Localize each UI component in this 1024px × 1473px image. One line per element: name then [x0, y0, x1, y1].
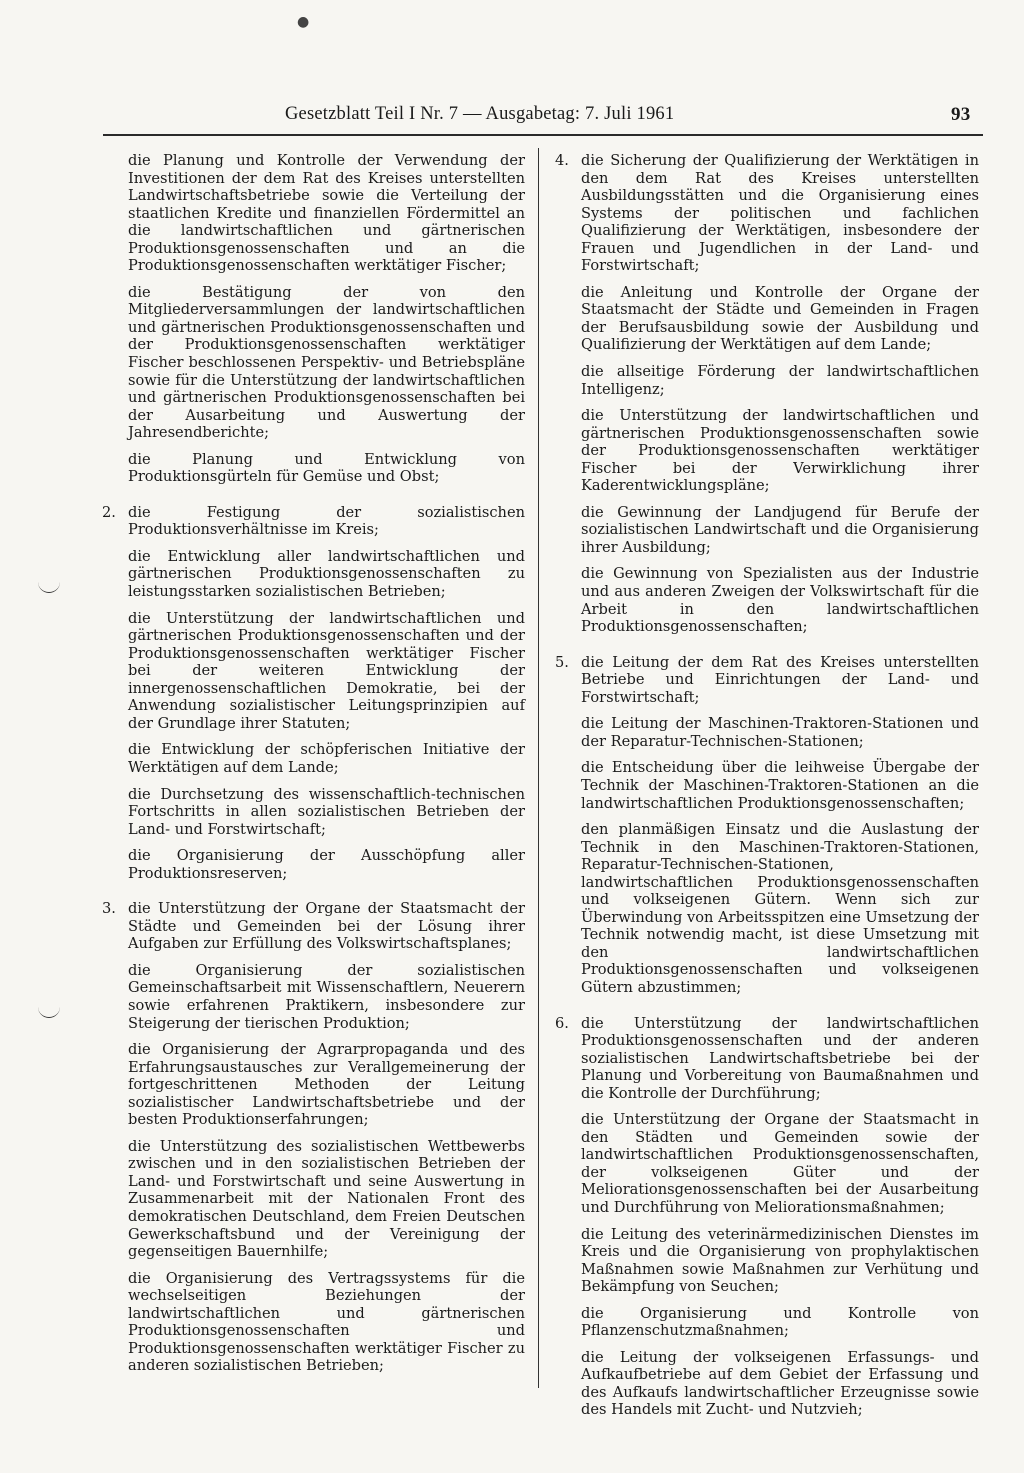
paragraph [102, 900, 525, 953]
paragraph-text: die Festigung der sozialistischen Produktionsverhältnisse im Kreis; [128, 503, 525, 539]
margin-pencil-mark [38, 578, 60, 593]
paragraph [555, 152, 979, 275]
paragraph: die Bestätigung der von den Mitgliederversammlungen der landwirtschaftlichen und gärtnerischen Produktionsgenossenschaften und der Produktionsgenossenschaften werktätiger Fischer beschlossenen Perspektiv- und Betriebspläne sowie für die Unterstützung der landwirtschaftlichen und gärtnerischen Produktionsgenossenschaften bei der Ausarbeitung und Auswertung der Jahresendberichte; [128, 283, 525, 442]
header-rule [103, 134, 983, 136]
paragraph: die Organisierung des Vertragssystems für die wechselseitigen Beziehungen der landwirtschaftlichen und gärtnerischen Produktionsgenossenschaften und Produktionsgenossenschaften werktätiger Fischer zu anderen sozialistischen Betrieben; [128, 1269, 525, 1375]
paragraph: die Unterstützung des sozialistischen Wettbewerbs zwischen und in den sozialistischen Betrieben der Land- und Forstwirtschaft und seine Auswertung in Zusammenarbeit mit der Nationalen Front des demokratischen Deutschland, dem Freien Deutschen Gewerkschaftsbund und der Vereinigung der gegenseitigen Bauernhilfe; [128, 1137, 525, 1261]
paragraph: die Leitung des veterinärmedizinischen Dienstes im Kreis und die Organisierung von prophylaktischen Maßnahmen sowie Maßnahmen zur Verhütung und Bekämpfung von Seuchen; [581, 1225, 979, 1296]
paragraph: die Durchsetzung des wissenschaftlich-technischen Fortschritts in allen sozialistischen Betrieben der Land- und Forstwirtschaft; [128, 785, 525, 838]
paragraph: die Planung und Entwicklung von Produktionsgürteln für Gemüse und Obst; [128, 450, 525, 486]
paragraph: die Organisierung und Kontrolle von Pflanzenschutzmaßnahmen; [581, 1304, 979, 1340]
paragraph: die allseitige Förderung der landwirtschaftlichen Intelligenz; [581, 363, 979, 398]
paragraph: die Leitung der volkseigenen Erfassungs- und Aufkaufbetriebe auf dem Gebiet der Erfassung und des Aufkaufs landwirtschaftlicher Erzeugnisse sowie des Handels mit Zucht- und Nutzvieh; [581, 1348, 979, 1419]
item-number: 3. [102, 900, 116, 918]
list-item-5 [555, 653, 979, 997]
column-divider [538, 148, 539, 1388]
item-number: 4. [555, 152, 569, 169]
paragraph: die Organisierung der Agrarpropaganda und des Erfahrungsaustausches zur Verallgemeinerung der fortgeschrittenen Methoden der Leitung sozialistischer Landwirtschaftsbetriebe und der besten Produktionserfahrungen; [128, 1041, 525, 1129]
ink-spot-mark: ● [297, 14, 310, 30]
paragraph: die Gewinnung der Landjugend für Berufe der sozialistischen Landwirtschaft und die Organisierung ihrer Ausbildung; [581, 503, 979, 556]
paragraph: die Unterstützung der landwirtschaftlichen und gärtnerischen Produktionsgenossenschaften sowie der Produktionsgenossenschaften werktätiger Fischer bei der Verwirklichung ihrer Kaderentwicklungspläne; [581, 407, 979, 495]
paragraph: die Organisierung der Ausschöpfung aller Produktionsreserven; [128, 847, 525, 882]
item-number: 2. [102, 503, 116, 521]
paragraph-text: die Unterstützung der landwirtschaftlichen Produktionsgenossenschaften und der anderen sozialistischen Landwirtschaftsbetriebe bei der Planung und Vorbereitung von Baumaßnahmen und die Kontrolle der Durchführung; [581, 1014, 979, 1102]
paragraph: den planmäßigen Einsatz und die Auslastung der Technik in den Maschinen-Traktoren-Stationen, Reparatur-Technischen-Stationen, landwirtschaftlichen Produktionsgenossenschaften und volkseigenen Gütern. Wenn sich zur Überwindung von Arbeitsspitzen eine Umsetzung der Technik notwendig macht, ist diese Umsetzung mit den landwirtschaftlichen Produktionsgenossenschaften und volkseigenen Gütern abzustimmen; [581, 821, 979, 996]
right-column [555, 152, 979, 1428]
list-item-4 [555, 152, 979, 636]
paragraph: die Unterstützung der Organe der Staatsmacht in den Städten und Gemeinden sowie der landwirtschaftlichen Produktionsgenossenschaften, der volkseigenen Güter und der Meliorationsgenossenschaften bei der Ausarbeitung und Durchführung von Meliorationsmaßnahmen; [581, 1111, 979, 1216]
paragraph: die Entwicklung aller landwirtschaftlichen und gärtnerischen Produktionsgenossenschaften zu leistungsstarken sozialistischen Betrieben; [128, 547, 525, 601]
left-column [102, 152, 525, 1384]
paragraph [102, 503, 525, 539]
item-number: 6. [555, 1014, 569, 1032]
paragraph: die Leitung der Maschinen-Traktoren-Stationen und der Reparatur-Technischen-Stationen; [581, 715, 979, 750]
list-item-2 [102, 503, 525, 882]
paragraph: die Entscheidung über die leihweise Übergabe der Technik der Maschinen-Traktoren-Stationen an die landwirtschaftlichen Produktionsgenossenschaften; [581, 759, 979, 812]
paragraph: die Anleitung und Kontrolle der Organe der Staatsmacht der Städte und Gemeinden in Fragen der Berufsausbildung sowie der Ausbildung und Qualifizierung der Werktätigen auf dem Lande; [581, 283, 979, 354]
paragraph [555, 653, 979, 707]
paragraph-text: die Sicherung der Qualifizierung der Werktätigen in den dem Rat des Kreises unterstellten Ausbildungsstätten und die Organisierung eines Systems der politischen und fachlichen Qualifizierung der Werktätigen, insbesondere der Frauen und Jugendlichen in der Land- und Forstwirtschaft; [581, 152, 979, 275]
paragraph-text: die Unterstützung der Organe der Staatsmacht der Städte und Gemeinden bei der Lösung ihrer Aufgaben zur Erfüllung des Volkswirtschaftsplanes; [128, 900, 525, 953]
header-title: Gesetzblatt Teil I Nr. 7 — Ausgabetag: 7. Juli 1961 [285, 104, 675, 124]
paragraph: die Gewinnung von Spezialisten aus der Industrie und aus anderen Zweigen der Volkswirtschaft für die Arbeit in den landwirtschaftlichen Produktionsgenossenschaften; [581, 565, 979, 636]
paragraph: die Organisierung der sozialistischen Gemeinschaftsarbeit mit Wissenschaftlern, Neuerern sowie erfahrenen Praktikern, insbesondere zur Steigerung der tierischen Produktion; [128, 961, 525, 1032]
page-number: 93 [951, 104, 971, 125]
item-number: 5. [555, 653, 569, 671]
paragraph: die Entwicklung der schöpferischen Initiative der Werktätigen auf dem Lande; [128, 741, 525, 776]
list-item-6 [555, 1014, 979, 1419]
list-item-3 [102, 900, 525, 1375]
paragraph [555, 1014, 979, 1103]
margin-pencil-mark [38, 1003, 60, 1018]
paragraph: die Planung und Kontrolle der Verwendung der Investitionen der dem Rat des Kreises unterstellten Landwirtschaftsbetriebe sowie die Verteilung der staatlichen Kredite und finanziellen Fördermittel an die landwirtschaftlichen und gärtnerischen Produktionsgenossenschaften und an die Produktionsgenossenschaften werktätiger Fischer; [128, 152, 525, 275]
paragraph: die Unterstützung der landwirtschaftlichen und gärtnerischen Produktionsgenossenschaften und der Produktionsgenossenschaften werktätiger Fischer bei der weiteren Entwicklung der innergenossenschaftlichen Demokratie, bei der Anwendung sozialistischer Leitungsprinzipien auf der Grundlage ihrer Statuten; [128, 609, 525, 732]
paragraph-text: die Leitung der dem Rat des Kreises unterstellten Betriebe und Einrichtungen der Land- und Forstwirtschaft; [581, 653, 979, 706]
